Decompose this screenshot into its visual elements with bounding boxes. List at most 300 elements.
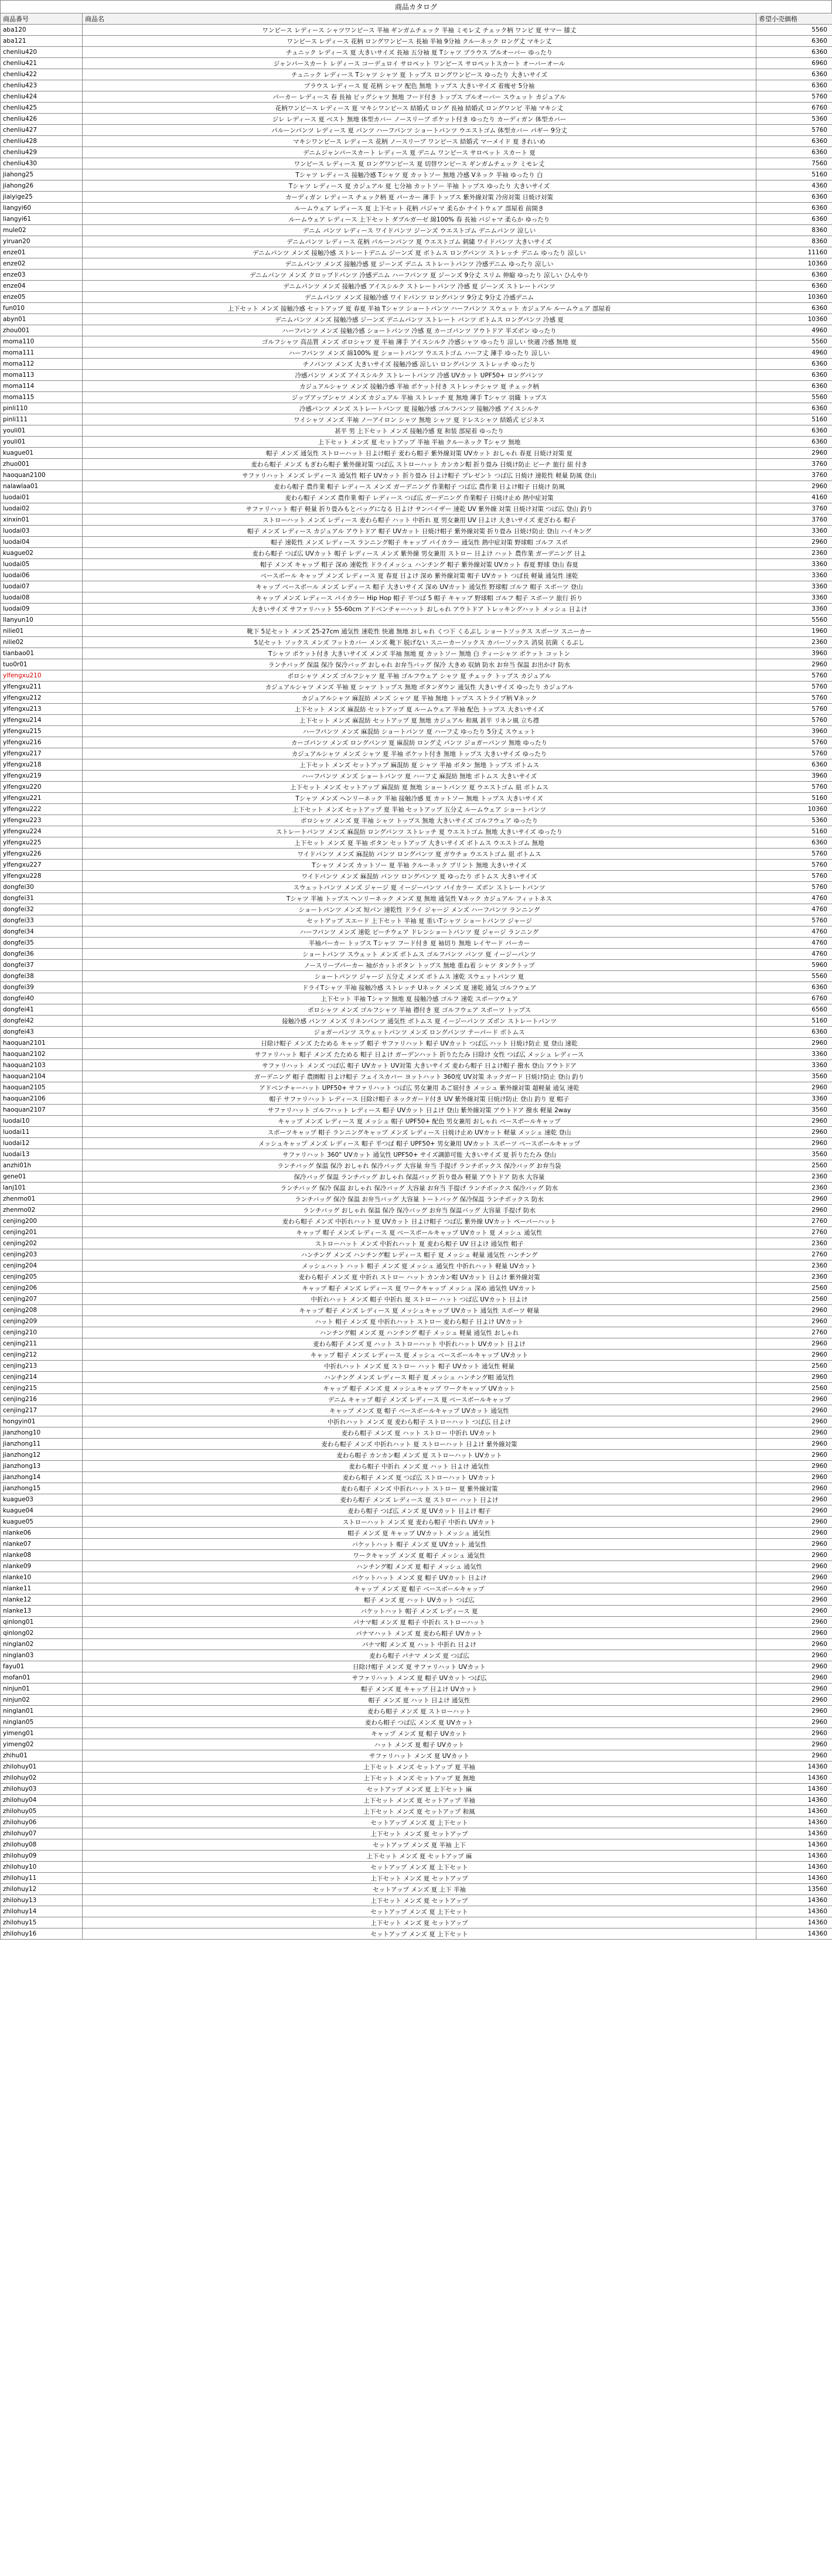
product-name-cell: カジュアルシャツ メンズ 半袖 夏 シャツ トップス 無地 ボタンダウン 通気性 大きいサイズ ゆったり カジュアル [83, 682, 756, 693]
price-cell: 14360 [756, 1873, 832, 1884]
price-cell: 2360 [756, 1272, 832, 1283]
product-id-cell: nlanke12 [1, 1594, 83, 1606]
price-cell: 2960 [756, 1717, 832, 1728]
product-name-cell: サファリハット メンズ つば広 帽子 UVカット UV対策 大きいサイズ 麦わら帽子 日よけ帽子 撥水 登山 アウトドア [83, 1060, 756, 1071]
product-id-cell: ylfengxu228 [1, 871, 83, 882]
table-row [1, 270, 832, 281]
price-cell: 2960 [756, 1483, 832, 1494]
product-id-cell: qinlong01 [1, 1617, 83, 1628]
price-cell: 5760 [756, 782, 832, 793]
product-id-cell: jiaiyige25 [1, 192, 83, 203]
table-row [1, 214, 832, 225]
price-cell: 5760 [756, 125, 832, 136]
price-cell: 14360 [756, 1761, 832, 1773]
product-id-cell: ylfengxu223 [1, 815, 83, 826]
product-name-cell: ハンチング メンズ レディース 帽子 夏 メッシュ ハンチング帽 通気性 [83, 1372, 756, 1383]
product-id-cell: luodai05 [1, 559, 83, 570]
price-cell: 2960 [756, 1472, 832, 1483]
product-id-cell: dongfei43 [1, 1027, 83, 1038]
table-row [1, 1294, 832, 1305]
table-row [1, 1082, 832, 1093]
price-cell: 5760 [756, 670, 832, 682]
price-cell: 2960 [756, 1528, 832, 1539]
product-id-cell: cenjing205 [1, 1272, 83, 1283]
product-name-cell: Tシャツ メンズ カットソー 夏 半袖 クルーネック プリント 無地 大きいサイズ [83, 860, 756, 871]
price-cell: 2960 [756, 1405, 832, 1416]
price-cell: 13560 [756, 1884, 832, 1895]
table-row [1, 370, 832, 381]
product-name-cell: キャップ ベースボール メンズ レディース 帽子 大きいサイズ 深め UVカット 通気性 野球帽 ゴルフ 帽子 スポーツ 登山 [83, 581, 756, 592]
table-row [1, 1205, 832, 1216]
product-name-cell: デニム パンツ レディース ワイドパンツ ジーンズ ウエストゴム デニムパンツ 涼しい [83, 225, 756, 236]
product-id-cell: cenjing206 [1, 1283, 83, 1294]
product-name-cell: 上下セット 半袖 Tシャツ 無地 夏 接触冷感 ゴルフ 速乾 スポーツウェア [83, 993, 756, 1004]
product-name-cell: セットアップ メンズ 夏 半袖 上下 [83, 1839, 756, 1851]
price-cell: 3960 [756, 648, 832, 659]
product-name-cell: 上下セット メンズ 麻混紡 セットアップ 夏 ルームウェア 半袖 配色 トップス 大きいサイズ [83, 704, 756, 715]
price-cell: 6360 [756, 47, 832, 58]
product-name-cell: 中折れハット メンズ 帽子 中折れ 夏 ストロー ハット つば広 UVカット 日よけ [83, 1294, 756, 1305]
table-row [1, 1639, 832, 1650]
product-name-cell: 上下セット メンズ 夏 セットアップ [83, 1828, 756, 1839]
product-name-cell: パナマ帽 メンズ 夏 帽子 中折れ ストローハット [83, 1617, 756, 1628]
product-name-cell: キャップ メンズ 夏 帽子 ベースボールキャップ [83, 1583, 756, 1594]
price-cell: 5760 [756, 860, 832, 871]
price-cell: 3760 [756, 470, 832, 481]
product-name-cell: ポロシャツ メンズ 夏 半袖 シャツ トップス 無地 大きいサイズ ゴルフウェア ゆったり [83, 815, 756, 826]
product-id-cell: zhihu01 [1, 1750, 83, 1761]
table-row [1, 180, 832, 192]
table-row [1, 1338, 832, 1350]
table-row [1, 1439, 832, 1450]
product-name-cell: ショートパンツ スウェット メンズ ボトムス ゴルフパンツ パンツ 夏 イージーパンツ [83, 949, 756, 960]
product-id-cell: yimeng01 [1, 1728, 83, 1739]
product-name-cell: ハーフパンツ メンズ 麻混紡 ショートパンツ 夏 ハーフ丈 ゆったり 5分丈 スウェット [83, 726, 756, 737]
table-row [1, 1016, 832, 1027]
product-name-cell: サファリハット 360° UVカット 通気性 UPF50+ サイズ調節可能 大きいサイズ 夏 折りたたみ 登山 [83, 1149, 756, 1160]
product-id-cell: kuague03 [1, 1494, 83, 1505]
product-id-cell: kuague04 [1, 1505, 83, 1517]
product-name-cell: 上下セット メンズ 麻混紡 セットアップ 夏 無地 カジュアル 和風 甚平 リネン風 立ち襟 [83, 715, 756, 726]
product-name-cell: デニムパンツ レディース 花柄 パルーンパンツ 夏 ウエストゴム 刺繍 ワイドパンツ 大きいサイズ [83, 236, 756, 247]
product-name-cell: パナマハット メンズ 夏 麦わら帽子 UVカット [83, 1628, 756, 1639]
table-row [1, 125, 832, 136]
product-name-cell: 帽子 メンズ 通気性 ストローハット 日よけ帽子 麦わら帽子 紫外線対策 UVカット おしゃれ 春夏 日焼け対策 夏 [83, 448, 756, 459]
price-cell: 2960 [756, 1350, 832, 1361]
price-cell: 2960 [756, 659, 832, 670]
product-id-cell: haoquan2105 [1, 1082, 83, 1093]
table-row [1, 303, 832, 314]
table-row [1, 648, 832, 659]
table-row [1, 1862, 832, 1873]
product-name-cell: キャップ メンズ レディース パイカラー Hip Hop 帽子 平つば 5 帽子 キャップ 野球帽 ゴルフ 帽子 スポーツ 旅行 折り [83, 592, 756, 604]
price-cell: 4760 [756, 904, 832, 915]
table-row [1, 1127, 832, 1138]
price-cell: 2360 [756, 1238, 832, 1249]
price-cell: 2960 [756, 1594, 832, 1606]
table-row [1, 425, 832, 437]
product-name-cell: ジャンパースカート レディース コーデュロイ サロペット ワンピース サロペットスカート オーバーオール [83, 58, 756, 69]
column-header-name: 商品名 [83, 13, 756, 25]
price-cell: 4960 [756, 347, 832, 359]
price-cell: 3360 [756, 1060, 832, 1071]
product-id-cell: chenliu427 [1, 125, 83, 136]
table-row [1, 1283, 832, 1294]
price-cell: 6760 [756, 993, 832, 1004]
product-id-cell: dongfei41 [1, 1004, 83, 1016]
product-id-cell: dongfei39 [1, 982, 83, 993]
product-name-cell: ランチバッグ おしゃれ 保温 保冷 保冷バッグ お弁当 保温バッグ 大容量 手提げ 防水 [83, 1205, 756, 1216]
product-id-cell: cenjing210 [1, 1327, 83, 1338]
table-row [1, 225, 832, 236]
product-name-cell: サファリハット 帽子 メンズ たためる 帽子 日よけ ガーデンハット 折りたたみ 日除け 女性 つば広 メッシュ レディース [83, 1049, 756, 1060]
product-id-cell: cenjing201 [1, 1227, 83, 1238]
price-cell: 2960 [756, 1650, 832, 1661]
product-name-cell: ハーフパンツ メンズ 速乾 ビーチウェア ドレンショートパンツ 夏 ジャージ ランニング [83, 926, 756, 938]
product-id-cell: ninglan02 [1, 1639, 83, 1650]
price-cell: 6360 [756, 403, 832, 414]
product-name-cell: 中折れハット メンズ 夏 麦わら帽子 ストローハット つば広 日よけ [83, 1416, 756, 1427]
price-cell: 6360 [756, 80, 832, 91]
product-name-cell: 麦わら帽子 メンズ 中折れハット 夏 ストローハット 日よけ 紫外線対策 [83, 1439, 756, 1450]
price-cell: 2360 [756, 1171, 832, 1183]
table-row [1, 1272, 832, 1283]
price-cell: 5160 [756, 793, 832, 804]
product-name-cell: サファリハット メンズ 夏 UVカット [83, 1750, 756, 1761]
product-name-cell: 麦わら帽子 メンズ レディース 夏 ストロー ハット 日よけ [83, 1494, 756, 1505]
table-row [1, 1049, 832, 1060]
product-name-cell: キャップ 帽子 メンズ レディース 夏 メッシュキャップ UVカット 通気性 スポーツ 軽量 [83, 1305, 756, 1316]
product-name-cell: ハーフパンツ メンズ 接触冷感 ショートパンツ 冷感 夏 カーゴパンツ アウトドア 半ズボン ゆったり [83, 325, 756, 336]
price-cell: 6960 [756, 58, 832, 69]
product-id-cell: xinxin01 [1, 514, 83, 526]
table-row [1, 1383, 832, 1394]
product-name-cell: 5足セット ソックス メンズ フットカバー メンズ 靴下 脱げない スニーカーソックス カバーソックス 消臭 抗菌 くるぶし [83, 637, 756, 648]
product-name-cell: ワイドパンツ メンズ 麻混紡 パンツ ロングパンツ 夏 ガウチョ ウエストゴム 紐 ボトムス [83, 849, 756, 860]
product-id-cell: cenjing207 [1, 1294, 83, 1305]
product-id-cell: pinli111 [1, 414, 83, 425]
price-cell: 10360 [756, 314, 832, 325]
table-body [1, 25, 832, 1940]
product-name-cell: 半袖パーカー トップス Tシャツ フード付き 夏 袖切り 無地 レイヤード パーカー [83, 938, 756, 949]
table-row [1, 1695, 832, 1706]
product-name-cell: セットアップ メンズ 夏 上下セット [83, 1928, 756, 1940]
table-row [1, 1004, 832, 1016]
table-row [1, 559, 832, 570]
product-id-cell: cenjing208 [1, 1305, 83, 1316]
product-name-cell: アドベンチャーハット UPF50+ サファリハット つば広 男女兼用 あご紐付き メッシュ 紫外線対策 超軽量 通気 速乾 [83, 1082, 756, 1093]
product-id-cell: dongfei38 [1, 971, 83, 982]
product-name-cell: ストレートパンツ メンズ 麻混紡 ロングパンツ ストレッチ 夏 ウエストゴム 無地 大きいサイズ ゆったり [83, 826, 756, 837]
product-name-cell: 上下セット メンズ セットアップ 麻混紡 夏 無地 ショートパンツ 夏 ウエストゴム 紐 ボトムス [83, 782, 756, 793]
price-cell: 2360 [756, 637, 832, 648]
price-cell: 6360 [756, 214, 832, 225]
table-row [1, 737, 832, 748]
price-cell: 2960 [756, 1739, 832, 1750]
product-id-cell: enze02 [1, 258, 83, 270]
product-name-cell: ワイシャツ メンズ 半袖 ノーアイロン シャツ 無地 シャツ 夏 ドレスシャツ 結婚式 ビジネス [83, 414, 756, 425]
product-id-cell: fun010 [1, 303, 83, 314]
table-row [1, 347, 832, 359]
price-cell: 2960 [756, 1517, 832, 1528]
product-id-cell: cenjing200 [1, 1216, 83, 1227]
product-id-cell: yiruan20 [1, 236, 83, 247]
product-id-cell: ninglan03 [1, 1650, 83, 1661]
table-row [1, 1617, 832, 1628]
price-cell: 2960 [756, 1127, 832, 1138]
product-name-cell: 花柄ワンピース レディース 夏 マキシワンピース 結婚式 ロング 長袖 結婚式 ロングワンピ 半袖 マキシ丈 [83, 103, 756, 114]
product-id-cell: liangyi61 [1, 214, 83, 225]
product-name-cell: Tシャツ レディース 接触冷感 Tシャツ 夏 カットソー 無地 冷感 Vネック 半袖 ゆったり 白 [83, 169, 756, 180]
product-id-cell: jianzhong14 [1, 1472, 83, 1483]
table-row [1, 1138, 832, 1149]
product-id-cell: yimeng02 [1, 1739, 83, 1750]
table-row [1, 1238, 832, 1249]
table-row [1, 693, 832, 704]
table-row [1, 1517, 832, 1528]
product-name-cell: 麦わら帽子 中折れ メンズ 夏 ハット 日よけ 通気性 [83, 1461, 756, 1472]
table-row [1, 1372, 832, 1383]
price-cell: 4760 [756, 949, 832, 960]
price-cell: 2960 [756, 1706, 832, 1717]
product-id-cell: tuo0r01 [1, 659, 83, 670]
product-id-cell: luodai02 [1, 503, 83, 514]
product-id-cell: zhilohuy05 [1, 1806, 83, 1817]
product-id-cell: jianzhong11 [1, 1439, 83, 1450]
table-row [1, 1171, 832, 1183]
product-id-cell: zhuo001 [1, 459, 83, 470]
product-id-cell: chenliu430 [1, 158, 83, 169]
price-cell: 5160 [756, 826, 832, 837]
product-name-cell: ワンピース レディース 花柄 ロングワンピース 長袖 半袖 9分袖 クルーネック ロング丈 マキシ丈 [83, 36, 756, 47]
price-cell: 6360 [756, 425, 832, 437]
table-row [1, 1895, 832, 1906]
product-name-cell: デニムパンツ メンズ 接触冷感 ストレートデニム ジーンズ 夏 ボトムス ロングパンツ ストレッチ デニム ゆったり 涼しい [83, 247, 756, 258]
product-name-cell: 靴下 5足セット メンズ 25-27cm 通気性 速乾性 快適 無地 おしゃれ くつ下 くるぶし ショートソックス スポーツ スニーカー [83, 626, 756, 637]
price-cell: 5760 [756, 849, 832, 860]
table-row [1, 403, 832, 414]
product-id-cell: ylfengxu218 [1, 759, 83, 771]
product-id-cell: chenliu420 [1, 47, 83, 58]
product-name-cell: デニムジャンパースカート レディース 夏 デニム ワンピース サロペット スカート 夏 [83, 147, 756, 158]
product-id-cell: zhou001 [1, 325, 83, 336]
table-row [1, 47, 832, 58]
table-row [1, 993, 832, 1004]
table-row [1, 1327, 832, 1338]
table-row [1, 1572, 832, 1583]
table-row [1, 659, 832, 670]
price-cell: 14360 [756, 1839, 832, 1851]
product-id-cell: kuague02 [1, 548, 83, 559]
price-cell: 2960 [756, 1138, 832, 1149]
product-name-cell: 帽子 メンズ 夏 キャップ 日よけ UVカット [83, 1684, 756, 1695]
product-name-cell: 麦わら帽子 メンズ 夏 ストローハット [83, 1706, 756, 1717]
price-cell: 6360 [756, 147, 832, 158]
price-cell: 11160 [756, 247, 832, 258]
price-cell: 5760 [756, 715, 832, 726]
product-id-cell: ylfengxu212 [1, 693, 83, 704]
table-row [1, 36, 832, 47]
product-name-cell: ワンピース レディース 夏 ロングワンピース 夏 切替ワンピース ギンガムチェック ミモレ丈 [83, 158, 756, 169]
table-row [1, 1851, 832, 1862]
price-cell: 8360 [756, 236, 832, 247]
product-name-cell: カーディガン レディース チェック柄 夏 パーカー 薄手 トップス 紫外線対策 冷房対策 日焼け対策 [83, 192, 756, 203]
table-row [1, 1027, 832, 1038]
product-name-cell: ハーフパンツ メンズ 綿100% 夏 ショートパンツ ウエストゴム ハーフ丈 薄手 ゆったり 涼しい [83, 347, 756, 359]
product-name-cell: 冷感パンツ メンズ アイスシルク ストレートパンツ 冷感 UVカット UPF50+ ロングパンツ [83, 370, 756, 381]
product-name-cell: 麦わら帽子 メンズ 中折れハット 夏 UVカット 日よけ帽子 つば広 紫外線 UVカット ペーパーハット [83, 1216, 756, 1227]
price-cell: 2960 [756, 1606, 832, 1617]
product-name-cell: Tシャツ レディース 夏 カジュアル 夏 七分袖 カットソー 半袖 トップス ゆったり 大きいサイズ [83, 180, 756, 192]
product-name-cell: セットアップ メンズ 夏 上下セット [83, 1817, 756, 1828]
product-name-cell: キャップ 帽子 メンズ レディース 夏 ワークキャップ メッシュ 深め 通気性 UVカット [83, 1283, 756, 1294]
price-cell: 10360 [756, 258, 832, 270]
table-row [1, 537, 832, 548]
product-name-cell: マキシワンピース レディース 花柄 ノースリーブ ワンピース 結婚式 マーメイド 夏 きれいめ [83, 136, 756, 147]
product-name-cell: 上下セット メンズ 夏 セットアップ [83, 1895, 756, 1906]
product-id-cell: nlanke06 [1, 1528, 83, 1539]
product-id-cell: moma112 [1, 359, 83, 370]
product-id-cell: nilie01 [1, 626, 83, 637]
price-cell: 6360 [756, 281, 832, 292]
product-id-cell: luodai04 [1, 537, 83, 548]
price-cell: 10360 [756, 292, 832, 303]
product-id-cell: ylfengxu219 [1, 771, 83, 782]
price-cell: 5760 [756, 682, 832, 693]
product-id-cell: zhilohuy10 [1, 1862, 83, 1873]
product-name-cell: ノースリーブパーカー 袖がカットボタン トップス 無地 重ね着 シャツ タンクトップ [83, 960, 756, 971]
product-id-cell: dongfei42 [1, 1016, 83, 1027]
product-name-cell: 麦わら帽子 農作業 帽子 レディース メンズ ガーデニング 作業帽子 つば広 農作業 日よけ帽子 日焼け 防風 [83, 481, 756, 492]
product-name-cell: ワークキャップ メンズ 夏 帽子 メッシュ 通気性 [83, 1550, 756, 1561]
table-row [1, 915, 832, 926]
product-name-cell: 帽子 メンズ レディース カジュアル アウトドア 帽子 UVカット 日焼け帽子 紫外線対策 折り畳み 日焼け防止 登山 ハイキング [83, 526, 756, 537]
product-name-cell: ストローハット メンズ 中折れハット 夏 麦わら帽子 UV 日よけ 通気性 帽子 [83, 1238, 756, 1249]
product-name-cell: デニムパンツ メンズ クロップドパンツ 冷感デニム ハーフパンツ 夏 ジーンズ 9分丈 スリム 伸縮 ゆったり 涼しい ひんやり [83, 270, 756, 281]
product-id-cell: youli01 [1, 437, 83, 448]
product-id-cell: cenjing212 [1, 1350, 83, 1361]
product-id-cell: cenjing211 [1, 1338, 83, 1350]
price-cell: 6360 [756, 270, 832, 281]
product-id-cell: ylfengxu226 [1, 849, 83, 860]
price-cell: 5760 [756, 91, 832, 103]
product-id-cell: luodai13 [1, 1149, 83, 1160]
price-cell: 5360 [756, 114, 832, 125]
price-cell: 2560 [756, 1294, 832, 1305]
product-id-cell: enze01 [1, 247, 83, 258]
product-id-cell: zhilohuy01 [1, 1761, 83, 1773]
table-row [1, 1149, 832, 1160]
product-id-cell: jianzhong13 [1, 1461, 83, 1472]
product-id-cell: ylfengxu227 [1, 860, 83, 871]
catalog-title: 商品カタログ [0, 0, 832, 13]
product-id-cell: chenliu423 [1, 80, 83, 91]
price-cell: 14360 [756, 1862, 832, 1873]
product-name-cell: ショートパンツ メンズ 短パン 速乾性 ドライ ジャージ メンズ ハーフパンツ ランニング [83, 904, 756, 915]
price-cell: 2560 [756, 1383, 832, 1394]
table-row [1, 437, 832, 448]
table-row [1, 860, 832, 871]
product-id-cell: cenjing204 [1, 1260, 83, 1272]
table-row [1, 1684, 832, 1695]
product-name-cell: キャップ 帽子 メンズ レディース 夏 メッシュ ベースボールキャップ UVカット [83, 1350, 756, 1361]
product-id-cell: zhilohuy16 [1, 1928, 83, 1940]
product-id-cell: dongfei37 [1, 960, 83, 971]
table-row [1, 581, 832, 592]
table-row [1, 381, 832, 392]
product-id-cell: ylfengxu216 [1, 737, 83, 748]
table-row [1, 492, 832, 503]
table-row [1, 136, 832, 147]
table-row [1, 1249, 832, 1260]
table-row [1, 69, 832, 80]
product-name-cell: ランチバッグ 保温 保冷 保冷バッグ おしゃれ お弁当バッグ 保冷 大きめ 収納 防水 お弁当 保温 お出かけ 防水 [83, 659, 756, 670]
product-id-cell: zhenmo02 [1, 1205, 83, 1216]
price-cell: 5560 [756, 392, 832, 403]
price-cell: 2960 [756, 481, 832, 492]
table-row [1, 982, 832, 993]
product-name-cell: 麦わら帽子 カンカン帽 メンズ 夏 ストローハット UVカット [83, 1450, 756, 1461]
product-name-cell: ガーデニング 帽子 農園帽 日よけ帽子 フェイスカバー ヨットハット 360度 UV対策 ネックガード 日焼け防止 登山 釣り [83, 1071, 756, 1082]
product-name-cell: サファリハット メンズ 夏 帽子 UVカット つば広 [83, 1672, 756, 1684]
price-cell: 5760 [756, 882, 832, 893]
table-row [1, 971, 832, 982]
product-name-cell [83, 615, 756, 626]
product-name-cell: 甚平 男 上下セット メンズ 接触冷感 夏 和装 部屋着 ゆったり [83, 425, 756, 437]
product-id-cell: dongfei30 [1, 882, 83, 893]
product-id-cell: haoquan2103 [1, 1060, 83, 1071]
table-row [1, 837, 832, 849]
product-id-cell: cenjing203 [1, 1249, 83, 1260]
product-id-cell: dongfei31 [1, 893, 83, 904]
price-cell: 2960 [756, 1116, 832, 1127]
product-id-cell: luodai06 [1, 570, 83, 581]
price-cell: 2960 [756, 1416, 832, 1427]
price-cell: 2560 [756, 1283, 832, 1294]
price-cell: 2960 [756, 1661, 832, 1672]
product-id-cell: ylfengxu217 [1, 748, 83, 759]
price-cell: 4760 [756, 893, 832, 904]
product-name-cell: ランチバッグ 保温 保冷 おしゃれ 保冷バッグ 大容量 弁当 手提げ ランチボックス 保冷バッグ お弁当袋 [83, 1160, 756, 1171]
table-row [1, 893, 832, 904]
product-id-cell: chenliu422 [1, 69, 83, 80]
product-id-cell: luodai11 [1, 1127, 83, 1138]
table-row [1, 1906, 832, 1917]
table-row [1, 570, 832, 581]
price-cell: 5760 [756, 871, 832, 882]
product-name-cell: キャップ 帽子 メンズ レディース 夏 ベースボールキャップ UVカット 夏 メッシュ 通気性 [83, 1227, 756, 1238]
product-id-cell: kuague05 [1, 1517, 83, 1528]
price-cell: 2960 [756, 1561, 832, 1572]
product-name-cell: チュニック レディース Tシャツ シャツ 夏 トップス ロングワンピース ゆったり 大きいサイズ [83, 69, 756, 80]
price-cell: 5160 [756, 414, 832, 425]
product-name-cell: バケットハット メンズ 夏 帽子 UVカット 日よけ [83, 1572, 756, 1583]
table-row [1, 1528, 832, 1539]
product-name-cell: ルームウェア レディース 上下セット ダブルガーゼ 綿100% 春 長袖 パジャマ 柔らか ゆったり [83, 214, 756, 225]
product-id-cell: nlanke13 [1, 1606, 83, 1617]
product-id-cell: ninjun02 [1, 1695, 83, 1706]
product-id-cell: zhilohuy06 [1, 1817, 83, 1828]
product-id-cell: zhilohuy13 [1, 1895, 83, 1906]
product-name-cell: 接触冷感 パンツ メンズ リネンパンツ 通気性 ボトムス 夏 イージーパンツ ズボン ストレートパンツ [83, 1016, 756, 1027]
table-row [1, 1071, 832, 1082]
price-cell: 2960 [756, 1628, 832, 1639]
price-cell: 2960 [756, 1494, 832, 1505]
product-name-cell: ハーフパンツ メンズ ショートパンツ 夏 ハーフ丈 麻混紡 無地 ボトムス 大きいサイズ [83, 771, 756, 782]
table-row [1, 169, 832, 180]
table-row [1, 1884, 832, 1895]
product-name-cell: スポーツキャップ 帽子 ランニングキャップ メンズ レディース 日焼け止め UVカット 軽量 メッシュ 速乾 登山 [83, 1127, 756, 1138]
